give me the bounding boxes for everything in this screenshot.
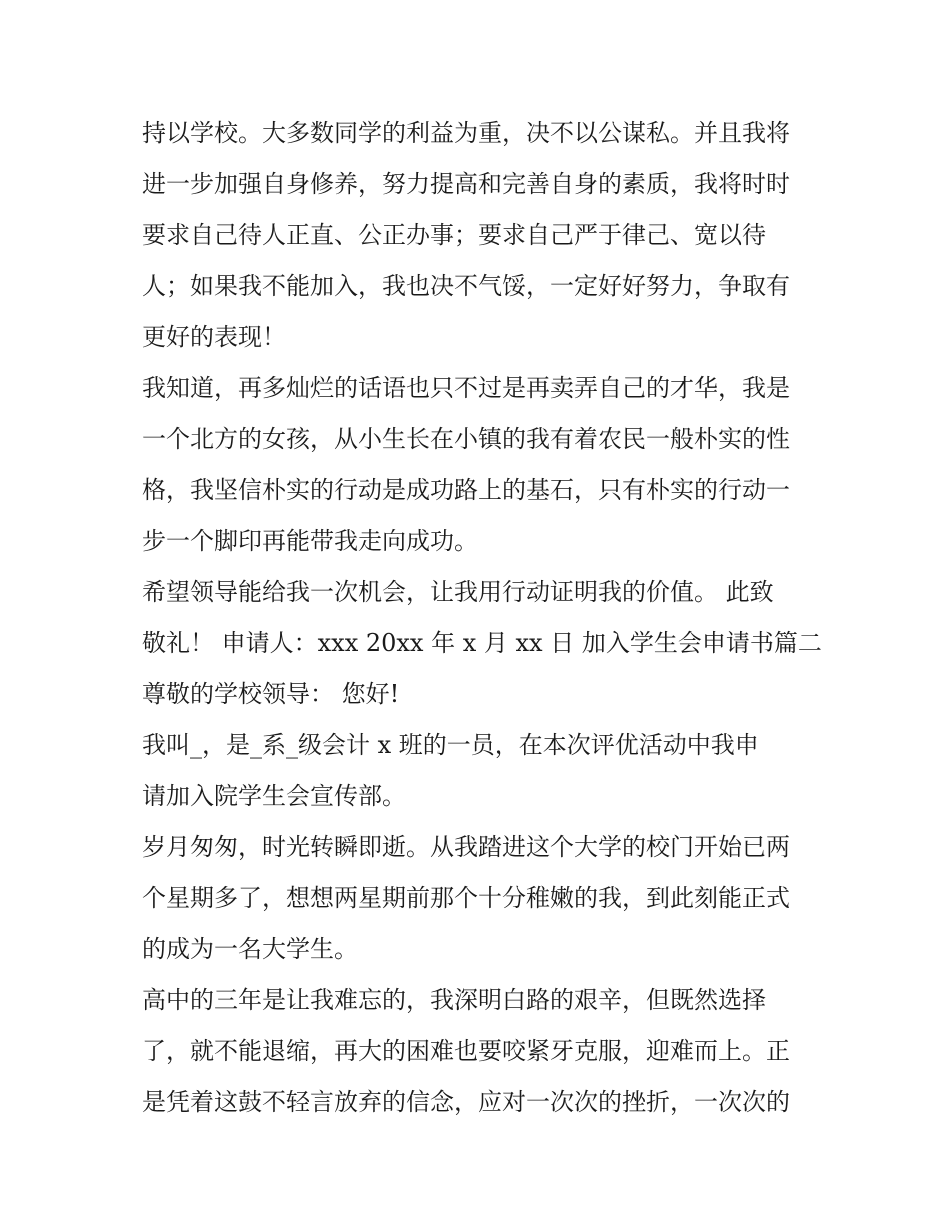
text-line: 岁月匆匆，时光转瞬即逝。从我踏进这个大学的校门开始已两 (142, 833, 790, 861)
text-line: 的成为一名大学生。 (142, 935, 358, 963)
text-line: 高中的三年是让我难忘的，我深明白路的艰辛，但既然选择 (142, 986, 766, 1014)
text-line: 要求自己待人正直、公正办事；要求自己严于律己、宽以待 (142, 221, 766, 249)
text-line: 持以学校。大多数同学的利益为重，决不以公谋私。并且我将 (142, 119, 790, 147)
text-line: 步一个脚印再能带我走向成功。 (142, 527, 478, 555)
text-line: 个星期多了，想想两星期前那个十分稚嫩的我，到此刻能正式 (142, 884, 790, 912)
text-line: 是凭着这鼓不轻言放弃的信念，应对一次次的挫折，一次次的 (142, 1088, 790, 1116)
text-line: 一个北方的女孩，从小生长在小镇的我有着农民一般朴实的性 (142, 425, 790, 453)
text-line: 进一步加强自身修养，努力提高和完善自身的素质，我将时时 (142, 170, 790, 198)
text-line: 了，就不能退缩，再大的困难也要咬紧牙克服，迎难而上。正 (142, 1037, 790, 1065)
text-line: 格，我坚信朴实的行动是成功路上的基石，只有朴实的行动一 (142, 476, 790, 504)
text-line: 请加入院学生会宣传部。 (142, 782, 406, 810)
text-line: 更好的表现！ (142, 323, 286, 351)
text-line: 尊敬的学校领导： 您好! (142, 680, 400, 708)
text-line: 我叫_，是_系_级会计 x 班的一员，在本次评优活动中我申 (142, 731, 759, 759)
text-line: 人；如果我不能加入，我也决不气馁，一定好好努力，争取有 (142, 272, 790, 300)
text-line: 敬礼！ 申请人：xxx 20xx 年 x 月 xx 日 加入学生会申请书篇二 (142, 629, 822, 657)
text-line: 希望领导能给我一次机会，让我用行动证明我的价值。 此致 (142, 578, 774, 606)
text-line: 我知道，再多灿烂的话语也只不过是再卖弄自己的才华，我是 (142, 374, 790, 402)
document-body (142, 108, 822, 1128)
